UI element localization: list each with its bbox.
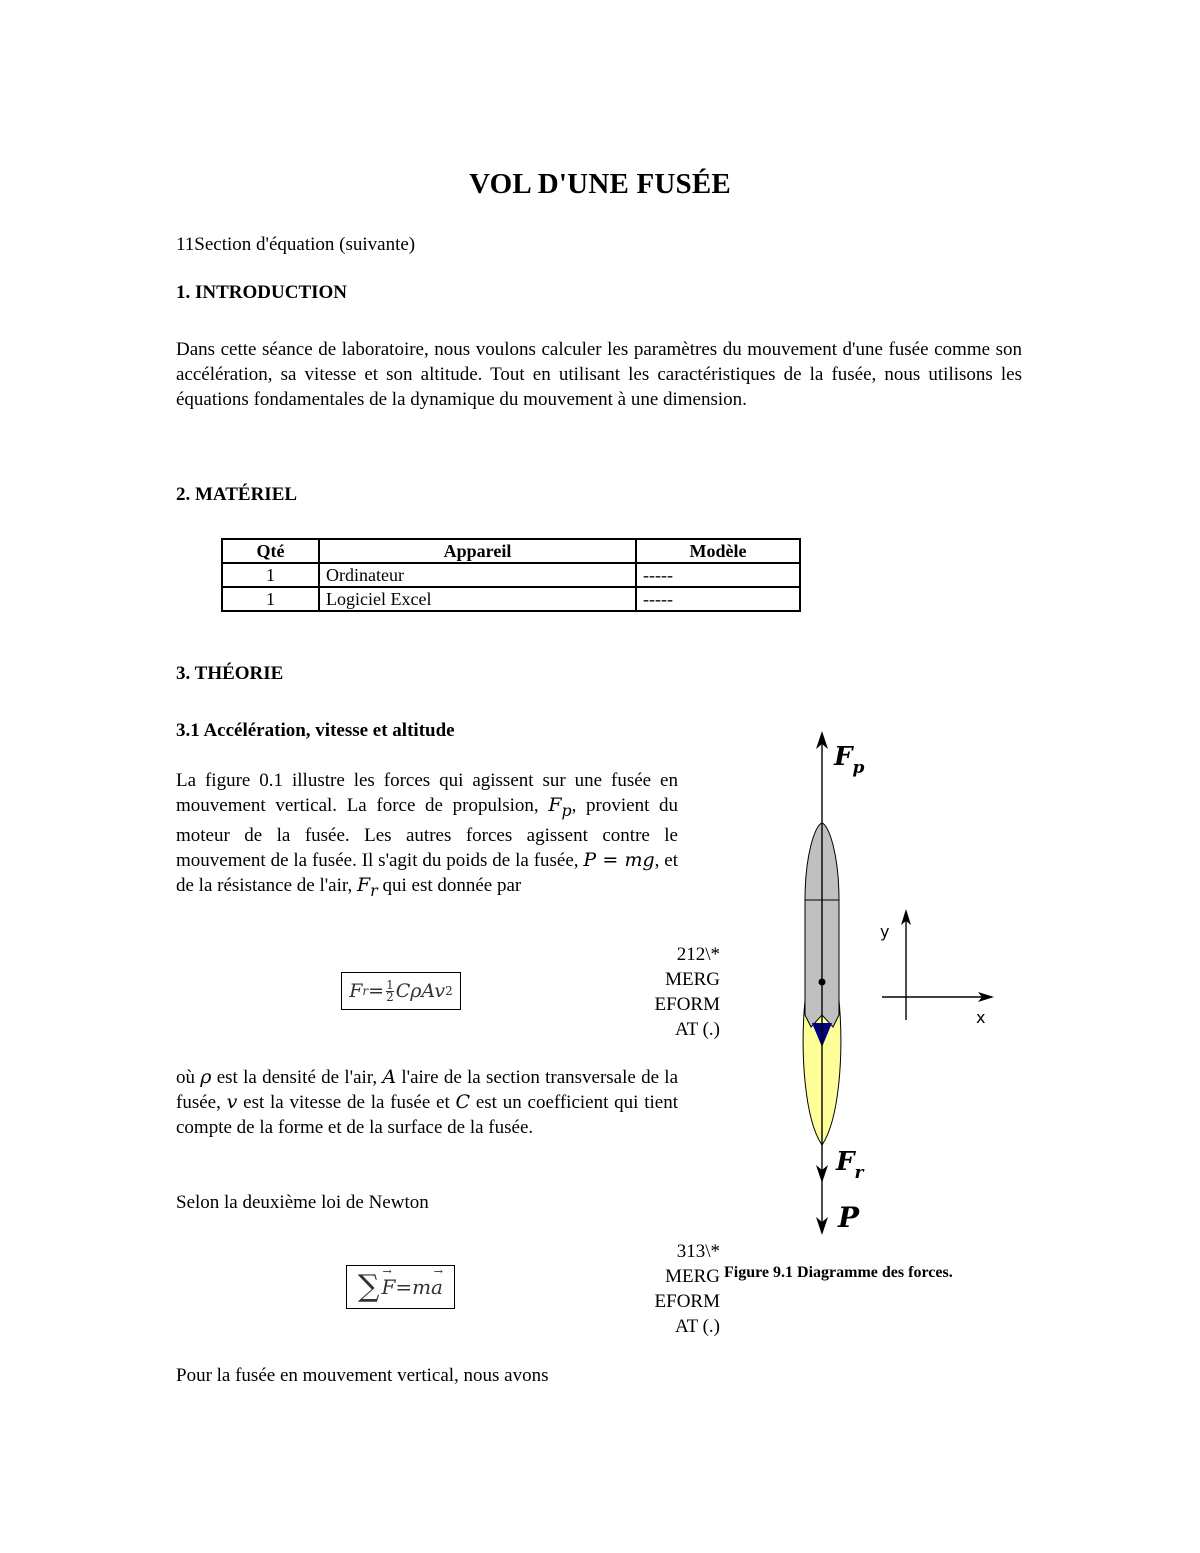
eq-vector-ma: → ma [412, 1265, 443, 1299]
symbol-v: v [226, 1091, 238, 1113]
eq-ma: ma [412, 1275, 443, 1299]
theorie-paragraph-4: Pour la fusée en mouvement vertical, nous avons [176, 1365, 549, 1386]
merge-line: AT (.) [674, 1019, 720, 1040]
axis-y-label: y [880, 922, 890, 941]
materiel-table [221, 538, 801, 612]
symbol-fp [548, 794, 572, 820]
label-p: P [838, 1201, 860, 1234]
symbol-rho: ρ [200, 1066, 212, 1088]
text-run: est la densité de l'air, [211, 1067, 383, 1088]
symbol-a: A [382, 1066, 397, 1088]
equation-newton [346, 1265, 455, 1309]
label-fp: $F_p$ [834, 742, 865, 778]
symbol-subscript: r [370, 880, 378, 900]
text-run: est un coefficient qui tient compte de la forme et de la surface de la fusée. [176, 1092, 678, 1138]
theorie-paragraph-2 [176, 1065, 678, 1140]
merge-line: AT (.) [674, 1316, 720, 1337]
symbol-subscript: p [561, 800, 572, 820]
symbol-c: C [455, 1091, 471, 1113]
eq-f: F [381, 1275, 396, 1299]
merge-line: MERG [665, 969, 720, 990]
eq-lhs-sub: r [362, 984, 369, 998]
symbol-weight-eq: P = mg [583, 848, 655, 871]
merge-line: 212\* [676, 944, 720, 965]
col-header-qte: Qté [222, 539, 319, 563]
cell-modele: ----- [636, 587, 800, 611]
figure-caption: Figure 9.1 Diagramme des forces. [724, 1264, 953, 1281]
eq-sum-symbol: ∑ [358, 1269, 380, 1304]
symbol-text: F [356, 873, 371, 896]
text-run: est la vitesse de la fusée et [237, 1092, 456, 1113]
intro-paragraph: Dans cette séance de laboratoire, nous voulons calculer les paramètres du mouvement d'une fusée comme son accélération, sa vitesse et son altitude. Tout en utilisant les caractéristiques de la fusée, nous utilisons les équations fondamentales de la dynamique du mouvement à une dimension. [176, 339, 1022, 410]
table-row [222, 563, 800, 587]
text-run: La figure 0.1 illustre les forces qui agissent sur une fusée en mouvement vertical. La force de propulsion, [176, 770, 678, 816]
label-fr: $F_r$ [836, 1147, 864, 1183]
text-run: où [176, 1067, 201, 1088]
theorie-heading: 3. THÉORIE [176, 663, 284, 684]
table-row [222, 587, 800, 611]
theorie-paragraph-1 [176, 768, 678, 903]
intro-heading: 1. INTRODUCTION [176, 282, 348, 303]
cell-appareil: Logiciel Excel [319, 587, 636, 611]
cell-qte: 1 [222, 563, 319, 587]
axis-x-label: x [976, 1008, 986, 1027]
col-header-modele: Modèle [636, 539, 800, 563]
merge-field-eq1 [620, 942, 720, 1042]
eq-equals: = [395, 1275, 413, 1299]
force-diagram [760, 725, 1020, 1245]
materiel-heading: 2. MATÉRIEL [176, 484, 298, 505]
text-run: , et de la résistance de l'air, [176, 849, 678, 896]
symbol-text: F [548, 794, 562, 816]
text-run: , provient du moteur de la fusée. Les autres forces agissent contre le mouvement de la fusée. Il s'agit du poids de la fusée, [176, 795, 678, 871]
frac-num: 1 [386, 977, 394, 992]
col-header-appareil: Appareil [319, 539, 636, 563]
page-title: VOL D'UNE FUSÉE [469, 168, 731, 200]
table-header-row [222, 539, 800, 563]
section-note: 11Section d'équation (suivante) [176, 234, 416, 255]
merge-line: 313\* [676, 1241, 720, 1262]
eq-vector-f: → F [381, 1265, 396, 1299]
text-run: l'aire de la section transversale de la fusée, [176, 1067, 679, 1113]
eq-lhs: F [349, 980, 363, 1002]
frac-den: 2 [386, 989, 394, 1004]
symbol-fr [356, 873, 378, 900]
eq-rhs: CρAv [395, 980, 446, 1002]
cell-qte: 1 [222, 587, 319, 611]
cell-appareil: Ordinateur [319, 563, 636, 587]
merge-line: MERG [665, 1266, 720, 1287]
merge-field-eq2 [620, 1239, 720, 1339]
eq-fraction [386, 977, 394, 1004]
merge-line: EFORM [654, 1291, 720, 1312]
merge-line: EFORM [654, 994, 720, 1015]
theorie-paragraph-3: Selon la deuxième loi de Newton [176, 1192, 429, 1213]
eq-sup: 2 [445, 984, 453, 998]
theorie-subheading: 3.1 Accélération, vitesse et altitude [176, 720, 455, 741]
equation-air-resistance [341, 972, 461, 1010]
eq-equals: = [368, 980, 385, 1002]
text-run: qui est donnée par [377, 874, 522, 896]
cell-modele: ----- [636, 563, 800, 587]
